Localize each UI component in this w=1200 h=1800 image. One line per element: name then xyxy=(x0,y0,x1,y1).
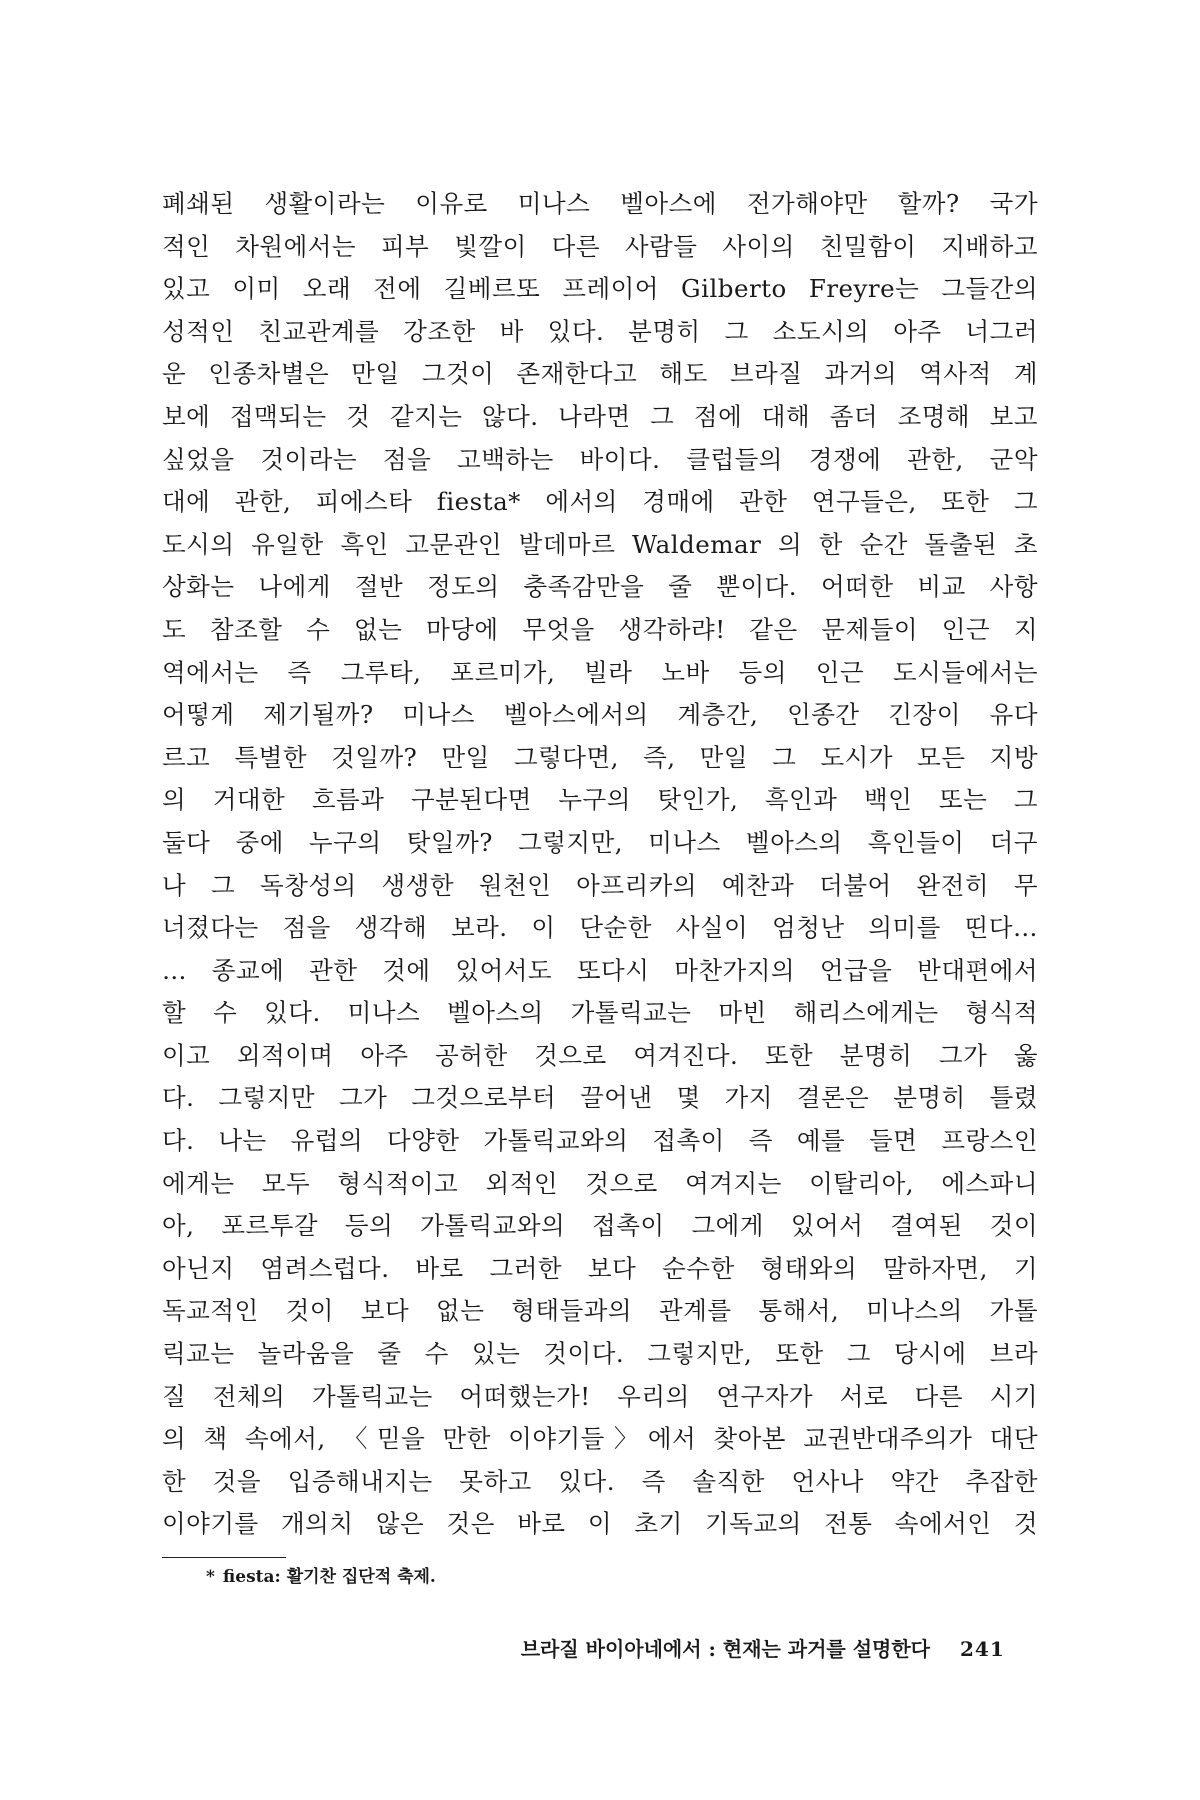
text-line: 적인 차원에서는 피부 빛깔이 다른 사람들 사이의 친밀함이 지배하고 xyxy=(162,231,1038,261)
text-line: 역에서는 즉 그루타, 포르미가, 빌라 노바 등의 인근 도시들에서는 xyxy=(162,657,1038,687)
page-number: 241 xyxy=(960,1637,1005,1661)
text-line: 성적인 친교관계를 강조한 바 있다. 분명히 그 소도시의 아주 너그러 xyxy=(162,316,1038,346)
text-line: 이고 외적이며 아주 공허한 것으로 여겨진다. 또한 분명히 그가 옳 xyxy=(162,1040,1038,1070)
text-line: 어떻게 제기될까? 미나스 벨아스에서의 계층간, 인종간 긴장이 유다 xyxy=(162,700,1038,730)
body-text xyxy=(162,183,1038,1546)
text-line: 이야기를 개의치 않은 것은 바로 이 초기 기독교의 전통 속에서인 것 xyxy=(162,1509,1038,1539)
text-line: 한 것을 입증해내지는 못하고 있다. 즉 솔직한 언사나 약간 추잡한 xyxy=(162,1466,1038,1496)
footnote xyxy=(206,1566,436,1588)
text-line: 있고 이미 오래 전에 길베르또 프레이어 Gilberto Freyre는 그들간의 xyxy=(162,274,1038,304)
text-line: 아, 포르투갈 등의 가톨릭교와의 접촉이 그에게 있어서 결여된 것이 xyxy=(162,1211,1038,1241)
text-line: … 종교에 관한 것에 있어서도 또다시 마찬가지의 언급을 반대편에서 xyxy=(162,955,1038,985)
text-line: 할 수 있다. 미나스 벨아스의 가톨릭교는 마빈 해리스에게는 형식적 xyxy=(162,998,1038,1028)
text-line: 운 인종차별은 만일 그것이 존재한다고 해도 브라질 과거의 역사적 계 xyxy=(162,359,1038,389)
text-line: 나 그 독창성의 생생한 원천인 아프리카의 예찬과 더불어 완전히 무 xyxy=(162,870,1038,900)
text-line: 에게는 모두 형식적이고 외적인 것으로 여겨지는 이탈리아, 에스파니 xyxy=(162,1168,1038,1198)
text-line: 의 거대한 흐름과 구분된다면 누구의 탓인가, 흑인과 백인 또는 그 xyxy=(162,785,1038,815)
text-line: 르고 특별한 것일까? 만일 그렇다면, 즉, 만일 그 도시가 모든 지방 xyxy=(162,742,1038,772)
text-line: 보에 접맥되는 것 같지는 않다. 나라면 그 점에 대해 좀더 조명해 보고 xyxy=(162,401,1038,431)
text-line: 릭교는 놀라움을 줄 수 있는 것이다. 그렇지만, 또한 그 당시에 브라 xyxy=(162,1339,1038,1369)
text-line: 질 전체의 가톨릭교는 어떠했는가! 우리의 연구자가 서로 다른 시기 xyxy=(162,1381,1038,1411)
running-footer-title: 브라질 바이아네에서 : 현재는 과거를 설명한다 xyxy=(520,1637,930,1661)
text-line: 대에 관한, 피에스타 fiesta* 에서의 경매에 관한 연구들은, 또한 그 xyxy=(162,487,1038,517)
footnote-divider xyxy=(162,1557,286,1558)
text-line: 너졌다는 점을 생각해 보라. 이 단순한 사실이 엄청난 의미를 띤다… xyxy=(162,913,1038,943)
text-line: 도시의 유일한 흑인 고문관인 발데마르 Waldemar 의 한 순간 돌출된 초 xyxy=(162,529,1038,559)
text-line: 의 책 속에서, 〈믿을 만한 이야기들〉에서 찾아본 교권반대주의가 대단 xyxy=(162,1424,1038,1454)
text-line: 아닌지 염려스럽다. 바로 그러한 보다 순수한 형태와의 말하자면, 기 xyxy=(162,1253,1038,1283)
footnote-text: fiesta: 활기찬 집단적 축제. xyxy=(222,1567,436,1587)
text-line: 독교적인 것이 보다 없는 형태들과의 관계를 통해서, 미나스의 가톨 xyxy=(162,1296,1038,1326)
text-line: 폐쇄된 생활이라는 이유로 미나스 벨아스에 전가해야만 할까? 국가 xyxy=(162,189,1038,218)
text-line: 다. 그렇지만 그가 그것으로부터 끌어낸 몇 가지 결론은 분명히 틀렸 xyxy=(162,1083,1038,1113)
text-line: 둘다 중에 누구의 탓일까? 그렇지만, 미나스 벨아스의 흑인들이 더구 xyxy=(162,827,1038,857)
text-line: 도 참조할 수 없는 마당에 무엇을 생각하랴! 같은 문제들이 인근 지 xyxy=(162,614,1038,644)
footnote-mark: * xyxy=(206,1567,215,1587)
text-line: 상화는 나에게 절반 정도의 충족감만을 줄 뿐이다. 어떠한 비교 사항 xyxy=(162,572,1038,602)
text-line: 다. 나는 유럽의 다양한 가톨릭교와의 접촉이 즉 예를 들면 프랑스인 xyxy=(162,1126,1038,1156)
text-line: 싶었을 것이라는 점을 고백하는 바이다. 클럽들의 경쟁에 관한, 군악 xyxy=(162,444,1038,474)
